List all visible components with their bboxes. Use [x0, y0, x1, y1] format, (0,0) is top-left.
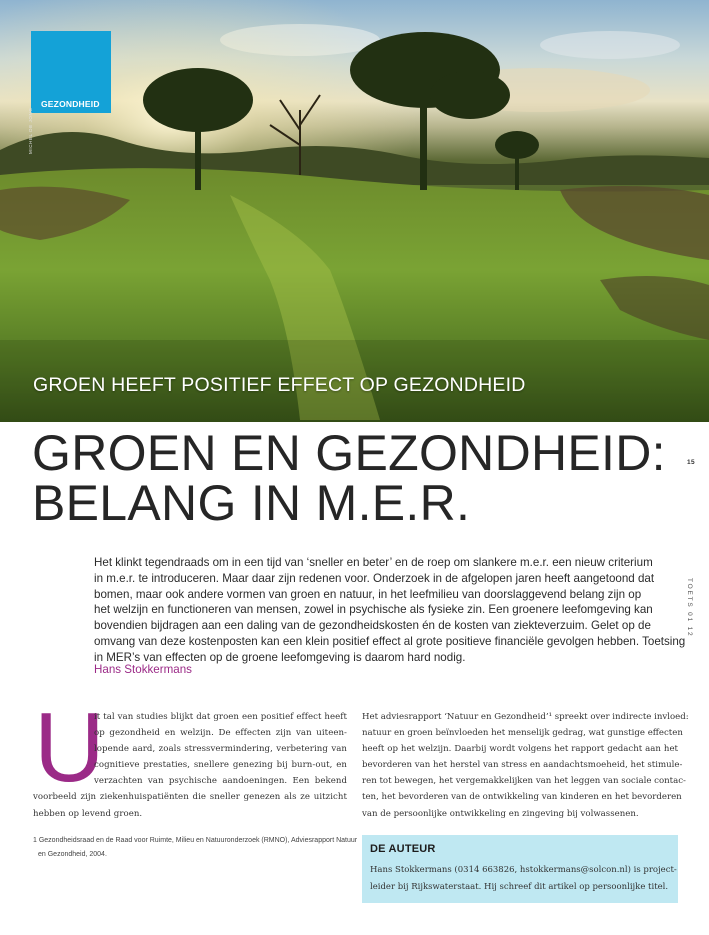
footnote — [33, 834, 358, 862]
body-line: ten, het bevorderen van de ontwikkeling van kinderen en het bevorderen — [362, 792, 682, 803]
author-box-title: DE AUTEUR — [370, 843, 436, 855]
intro-line: in m.e.r. te introduceren. Maar daar zijn redenen voor. Onderzoek in de afgelopen jaren heeft aangetoond dat — [94, 571, 655, 585]
section-tab — [31, 31, 111, 113]
body-line: it tal van studies blijkt dat groen een positief effect heeft — [94, 712, 347, 722]
body-line: voorbeeld zijn ziekenhuispatiënten die sneller genezen als ze uitzicht — [33, 792, 347, 803]
intro-paragraph — [94, 555, 686, 666]
body-line: lopende aard, zoals stressvermindering, verbetering van — [94, 744, 347, 755]
intro-line: in MER’s van effecten op de groene leefomgeving is daarom hard nodig. — [94, 650, 466, 664]
headline — [32, 425, 672, 531]
author-box-line-2: leider bij Rijkswaterstaat. Hij schreef dit artikel op persoonlijke titel. — [370, 881, 669, 892]
footnote-line-1: 1 Gezondheidsraad en de Raad voor Ruimte, Milieu en Natuuronderzoek (RMNO), Adviesrapport Natuur — [33, 837, 358, 844]
footnote-line-2: en Gezondheid, 2004. — [38, 851, 107, 858]
headline-line-1: GROEN EN GEZONDHEID: — [32, 425, 666, 481]
intro-line: bovendien bijdragen aan een daling van de gezondheidskosten én de kosten van ziekteverzuim. Gelet op de — [94, 619, 651, 633]
intro-line: Het klinkt tegendraads om in een tijd van ‘sneller en beter’ en de roep om slankere m.e.r. een nieuw criterium — [94, 556, 653, 569]
body-line: op gezondheid en welzijn. De effecten zijn van uiteen- — [94, 728, 347, 739]
drop-cap: U — [34, 692, 105, 802]
body-line: heeft op het welzijn. Daarbij wordt volgens het rapport gedacht aan het — [362, 744, 678, 755]
body-line: verzachten van psychische aandoeningen. Een bekend — [94, 776, 347, 787]
photo-credit: MICHEL DE JONG — [28, 107, 33, 154]
body-line: ren tot bewegen, het vergemakkelijken van het leggen van sociale contac- — [362, 776, 686, 787]
headline-line-2: BELANG IN M.E.R. — [32, 475, 471, 531]
author-byline: Hans Stokkermans — [94, 663, 192, 676]
author-box — [362, 835, 678, 903]
body-line: bevorderen van het herstel van stress en aandachtsmoeheid, het stimule- — [362, 760, 683, 771]
intro-line: het welzijn en functioneren van mensen, zowel in psychische als fysieke zin. Een groenere leefomgeving kan — [94, 603, 653, 617]
section-label: GEZONDHEID — [41, 99, 100, 109]
intro-line: omvang van deze kostenposten kan een klein positief effect al grote positieve financiële gevolgen hebben. Toetsing — [94, 634, 686, 648]
body-line: hebben op levend groen. — [33, 808, 143, 819]
body-column-1 — [33, 709, 347, 822]
body-line: van de persoonlijke ontwikkeling en zingeving bij volwassenen. — [362, 808, 639, 819]
kicker-title: GROEN HEEFT POSITIEF EFFECT OP GEZONDHEID — [33, 374, 526, 396]
magazine-issue: TOETS 01 12 — [686, 578, 693, 638]
body-line: cognitieve prestaties, snellere genezing bij burn-out, en — [94, 760, 347, 771]
hero-photo — [0, 0, 709, 422]
author-box-text — [370, 862, 677, 895]
page-number: 15 — [687, 459, 696, 466]
body-line: Het adviesrapport ‘Natuur en Gezondheid’¹ spreekt over indirecte invloed: — [362, 712, 689, 722]
body-line: natuur en groen beïnvloeden het menselijk gedrag, wat gunstige effecten — [362, 728, 683, 739]
author-box-line-1: Hans Stokkermans (0314 663826, hstokkermans@solcon.nl) is project- — [370, 865, 677, 875]
body-column-2 — [362, 709, 689, 822]
intro-line: bomen, maar ook andere vormen van groen en natuur, in het leefmilieu van doorslaggevend belang zijn op — [94, 587, 642, 601]
